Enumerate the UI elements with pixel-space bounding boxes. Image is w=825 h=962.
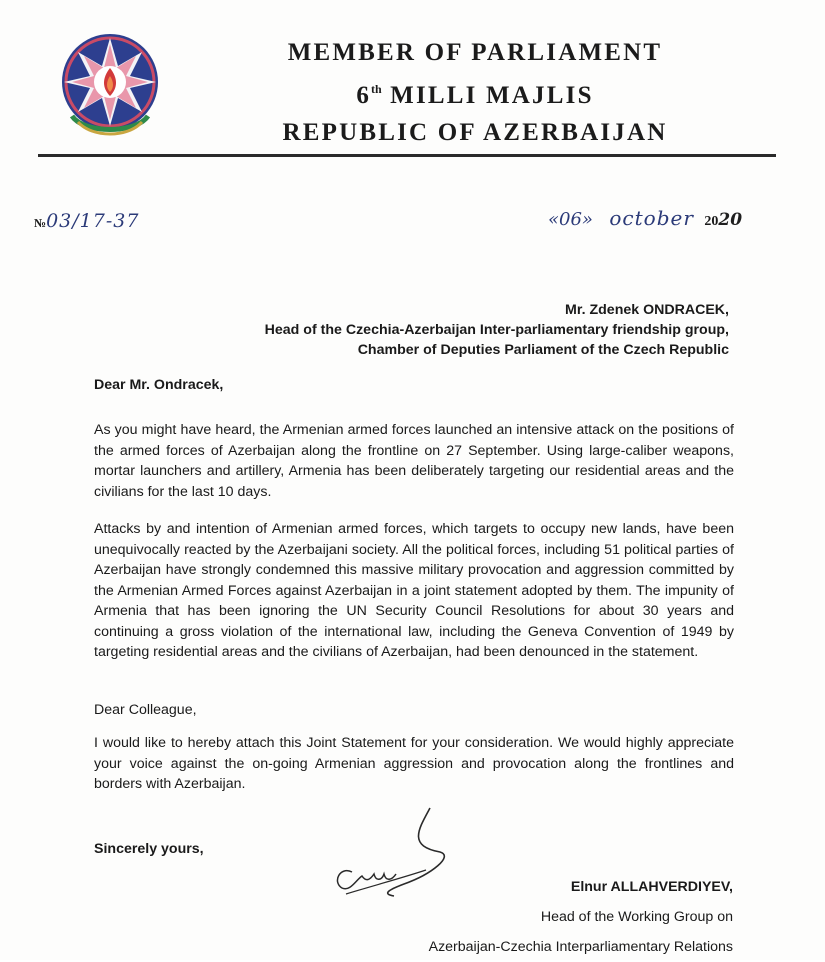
addressee-position: Head of the Czechia-Azerbaijan Inter-parliamentary friendship group, (264, 322, 729, 338)
convocation-number: 6 (356, 82, 372, 109)
convocation-suffix: th (371, 82, 382, 96)
addressee-institution: Chamber of Deputies Parliament of the Czech Republic (357, 342, 729, 358)
letterhead-line-2 (240, 71, 710, 114)
signer-role: Head of the Working Group on (540, 909, 733, 925)
body-paragraph-3: I would like to hereby attach this Joint Statement for your consideration. We would highly appreciate your voice against the on-going Armenian aggression and provocation along the frontlines and borders with Azerbaijan. (94, 735, 734, 792)
signer-block (429, 872, 733, 962)
reference-value: 03/17-37 (46, 210, 140, 232)
signer-name: Elnur ALLAHVERDIYEV, (570, 879, 733, 895)
milli-majlis-label: MILLI MAJLIS (390, 82, 594, 109)
letterhead (240, 34, 710, 151)
date-day: «06» (548, 209, 593, 230)
body-paragraph-2: Attacks by and intention of Armenian armed forces, which targets to occupy new lands, have been unequivocally reacted by the Azerbaijani society. All the political forces, including 51 political parties of Azerbaijan have strongly condemned this massive military provocation and aggression committed by the Armenian Armed Forces against Azerbaijan in a joint statement adopted by them. The impunity of Armenia that has been ignoring the UN Security Council Resolutions for about 30 years and continuing a gross violation of the international law, including the Geneva Convention of 1949 by targeting residential areas and the civilians of Azerbaijan, had been denounced in the statement. (94, 521, 734, 660)
closing: Sincerely yours, (94, 841, 204, 857)
date-month: october (609, 206, 694, 230)
addressee-name: Mr. Zdenek ONDRACEK, (565, 302, 729, 318)
salutation: Dear Mr. Ondracek, (94, 377, 224, 393)
dear-colleague: Dear Colleague, (94, 702, 197, 718)
azerbaijan-emblem-icon (58, 30, 162, 140)
header-divider (38, 154, 776, 157)
number-sign: № (34, 216, 47, 230)
reference-number (34, 210, 139, 232)
body-paragraph-1: As you might have heard, the Armenian armed forces launched an intensive attack on the positions of the armed forces of Azerbaijan along the frontline on 27 September. Using large-caliber weapons, mortar launchers and artillery, Armenia has been deliberately targeting our residential areas and the civilians for the last 10 days. (94, 422, 734, 500)
addressee-block (265, 300, 729, 360)
signer-organization: Azerbaijan-Czechia Interparliamentary Relations (428, 939, 733, 955)
letter-date (548, 206, 742, 230)
date-year-written: 20 (718, 210, 743, 230)
letterhead-line-1: MEMBER OF PARLIAMENT (287, 39, 663, 66)
date-year-printed: 20 (704, 214, 719, 229)
letterhead-line-3: REPUBLIC OF AZERBAIJAN (282, 119, 668, 146)
